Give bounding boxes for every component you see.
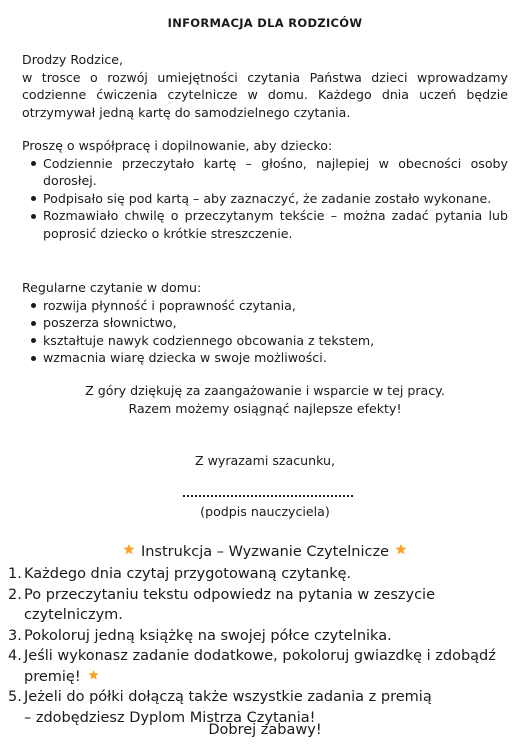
- list-item: [8, 646, 523, 687]
- step-number: 4.: [8, 648, 22, 664]
- closing-line: Dobrej zabawy!: [208, 722, 322, 738]
- list-item: kształtuje nawyk codziennego obcowania z tekstem,: [22, 332, 508, 350]
- star-icon: [394, 543, 408, 557]
- step-text: Pokoloruj jedną książkę na swojej półce czytelnika.: [24, 627, 392, 644]
- step-text: Każdego dnia czytaj przygotowaną czytankę.: [24, 566, 352, 582]
- list-item: wzmacnia wiarę dziecka w swoje możliwości.: [22, 349, 508, 367]
- thanks-line: Z góry dziękuję za zaangażowanie i wsparcie w tej pracy.: [85, 383, 445, 398]
- list-item: poszerza słownictwo,: [22, 314, 508, 332]
- page-title: INFORMACJA DLA RODZICÓW: [167, 16, 363, 30]
- instructions-title-text: Instrukcja – Wyzwanie Czytelnicze: [140, 544, 390, 560]
- star-icon: [122, 543, 136, 557]
- step-text: Po przeczytaniu tekstu odpowiedz na pytania w zeszycie czytelniczym.: [24, 586, 436, 623]
- list-item: [8, 564, 523, 585]
- signature-caption: (podpis nauczyciela): [200, 504, 330, 519]
- intro-paragraph: w trosce o rozwój umiejętności czytania Państwa dzieci wprowadzamy codzienne ćwiczenia czytelnicze w domu. Każdego dnia uczeń będzie otrzymywał jedną kartę do samodzielnego czytania.: [22, 69, 508, 120]
- benefits-section: [22, 279, 508, 367]
- step-text: Jeżeli do półki dołączą także wszystkie zadania z premią: [24, 689, 432, 705]
- step-text: Jeśli wykonasz zadanie dodatkowe, pokoloruj gwiazdkę i zdobądź premię!: [24, 648, 496, 685]
- greeting: Drodzy Rodzice,: [22, 52, 124, 67]
- list-item: Rozmawiało chwilę o przeczytanym tekście – można zadać pytania lub poprosić dziecko o krótkie streszczenie.: [22, 207, 508, 242]
- list-item: [8, 626, 523, 647]
- request-section: [22, 137, 508, 242]
- regards-line: Z wyrazami szacunku,: [194, 453, 336, 468]
- step-number: 2.: [8, 586, 22, 603]
- request-list: [22, 155, 508, 243]
- list-item: Podpisało się pod kartą – aby zaznaczyć, że zadanie zostało wykonane.: [22, 190, 508, 208]
- step-number: 3.: [8, 627, 22, 644]
- list-item: [8, 585, 523, 626]
- list-item: Codziennie przeczytało kartę – głośno, najlepiej w obecności osoby dorosłej.: [22, 155, 508, 190]
- star-icon: [87, 669, 100, 682]
- request-heading: Proszę o współpracę i dopilnowanie, aby dziecko:: [22, 138, 333, 153]
- step-number: 5.: [8, 689, 22, 705]
- step-number: 1.: [8, 566, 22, 582]
- benefits-list: [22, 297, 508, 367]
- instructions-list: [8, 564, 523, 728]
- thanks-note: [0, 382, 530, 418]
- list-item: rozwija płynność i poprawność czytania,: [22, 297, 508, 315]
- list-item: [8, 687, 523, 708]
- signature-line: [183, 487, 353, 497]
- thanks-line: Razem możemy osiągnąć najlepsze efekty!: [128, 401, 402, 416]
- instructions-title: [0, 543, 530, 560]
- benefits-heading: Regularne czytanie w domu:: [22, 280, 202, 295]
- intro-section: [22, 51, 508, 121]
- step-text: – zdobędziesz Dyplom Mistrza Czytania!: [24, 709, 316, 726]
